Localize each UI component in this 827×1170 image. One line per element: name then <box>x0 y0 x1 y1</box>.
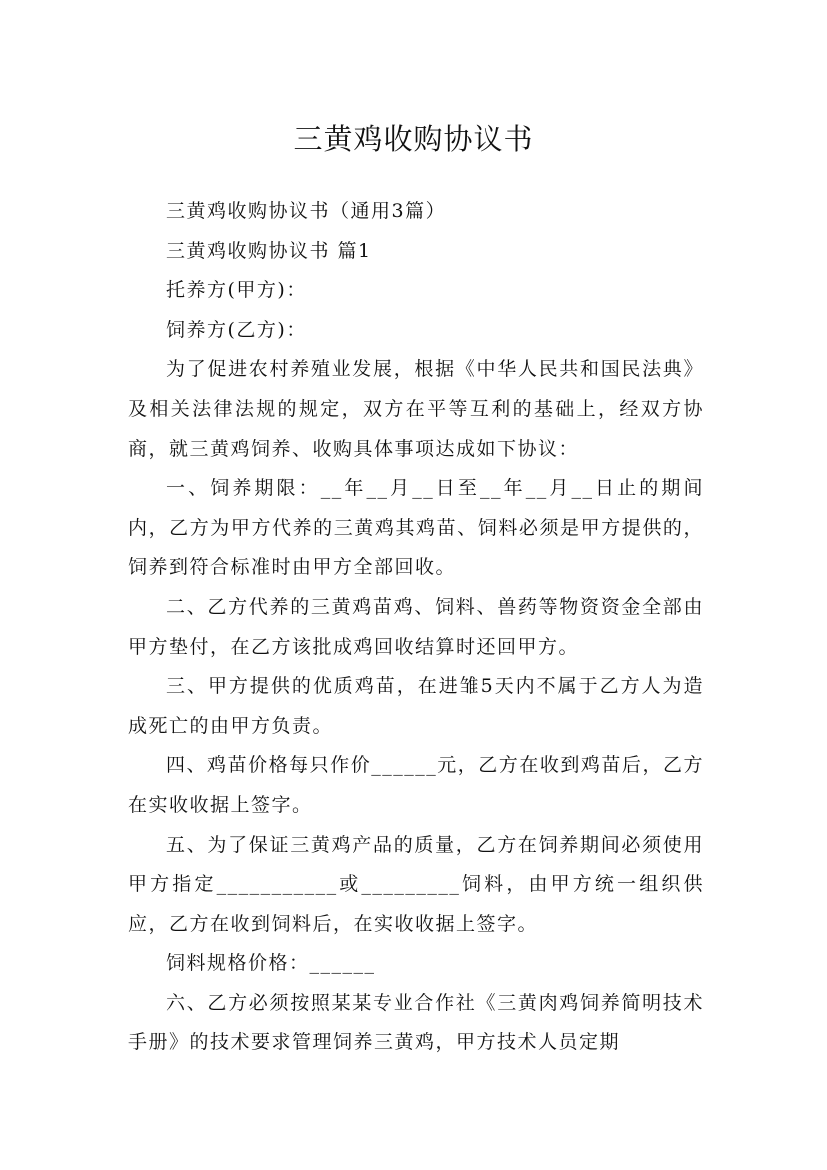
feed-price-line: 饲料规格价格：______ <box>166 952 376 975</box>
clause-3-paragraph: 三、甲方提供的优质鸡苗，在进雏5天内不属于乙方人为造成死亡的由甲方负责。 <box>128 675 704 737</box>
document-body <box>128 192 704 1063</box>
party-b-line: 饲养方(乙方)： <box>166 318 307 341</box>
clause-6-paragraph: 六、乙方必须按照某某专业合作社《三黄肉鸡饲养简明技术手册》的技术要求管理饲养三黄鸡，甲方技术人员定期 <box>128 991 704 1054</box>
section-heading: 三黄鸡收购协议书 篇1 <box>166 239 372 262</box>
clause-4-paragraph: 四、鸡苗价格每只作价______元，乙方在收到鸡苗后，乙方在实收收据上签字。 <box>128 754 704 816</box>
clause-2-paragraph: 二、乙方代养的三黄鸡苗鸡、饲料、兽药等物资资金全部由甲方垫付，在乙方该批成鸡回收结算时还回甲方。 <box>128 595 704 658</box>
subtitle-paragraph: 三黄鸡收购协议书（通用3篇） <box>166 200 447 222</box>
document-title: 三黄鸡收购协议书 <box>293 122 534 157</box>
party-a-line: 托养方(甲方)： <box>166 279 307 302</box>
clause-5-paragraph: 五、为了保证三黄鸡产品的质量，乙方在饲养期间必须使用甲方指定___________或_________饲料，由甲方统一组织供应，乙方在收到饲料后，在实收收据上签字。 <box>128 833 704 935</box>
clause-1-paragraph: 一、饲养期限：__年__月__日至__年__月__日止的期间内，乙方为甲方代养的三黄鸡其鸡苗、饲料必须是甲方提供的，饲养到符合标准时由甲方全部回收。 <box>128 477 704 579</box>
preamble-paragraph: 为了促进农村养殖业发展，根据《中华人民共和国民法典》及相关法律法规的规定，双方在平等互利的基础上，经双方协商，就三黄鸡饲养、收购具体事项达成如下协议： <box>128 358 704 460</box>
